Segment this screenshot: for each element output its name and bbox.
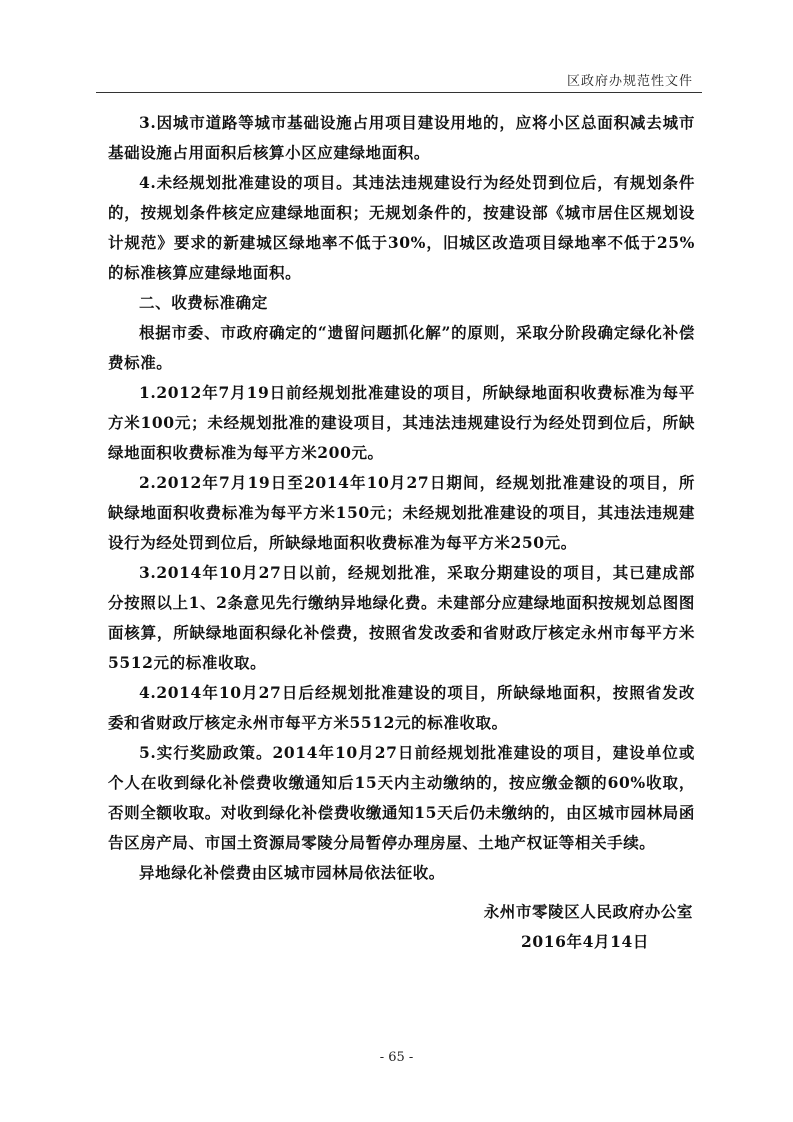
paragraph-fee-5-incentive: 5.实行奖励政策。2014年10月27日前经规划批准建设的项目，建设单位或个人在收到绿化补偿费收缴通知后15天内主动缴纳的，按应缴金额的60%收取，否则全额收取。对收到绿化补偿费收缴通知15天后仍未缴纳的，由区城市园林局函告区房产局、市国土资源局零陵分局暂停办理房屋、土地产权证等相关手续。 [108, 743, 695, 852]
section-heading-fee-standard: 二、收费标准确定 [139, 293, 268, 312]
issuing-office: 永州市零陵区人民政府办公室 [483, 902, 693, 921]
paragraph-fee-3: 3.2014年10月27日以前，经规划批准，采取分期建设的项目，其已建成部分按照以上1、2条意见先行缴纳异地绿化费。未建部分应建绿地面积按规划总图图面核算，所缺绿地面积绿化补偿费，按照省发改委和省财政厅核定永州市每平方米5512元的标准收取。 [108, 563, 695, 672]
paragraph-item-3-deduction: 3.因城市道路等城市基础设施占用项目建设用地的，应将小区总面积减去城市基础设施占用面积后核算小区应建绿地面积。 [108, 113, 695, 162]
issue-date: 2016年4月14日 [521, 932, 649, 951]
document-header-title: 区政府办规范性文件 [566, 74, 693, 89]
header-divider [96, 92, 702, 93]
signature-block [433, 897, 693, 957]
paragraph-fee-1: 1.2012年7月19日前经规划批准建设的项目，所缺绿地面积收费标准为每平方米100元；未经规划批准的建设项目，其违法违规建设行为经处罚到位后，所缺绿地面积收费标准为每平方米200元。 [108, 383, 695, 462]
paragraph-fee-2: 2.2012年7月19日至2014年10月27日期间，经规划批准建设的项目，所缺绿地面积收费标准为每平方米150元；未经规划批准建设的项目，其违法违规建设行为经处罚到位后，所缺绿地面积收费标准为每平方米250元。 [108, 473, 695, 552]
document-body [108, 108, 695, 888]
paragraph-fee-4: 4.2014年10月27日后经规划批准建设的项目，所缺绿地面积，按照省发改委和省财政厅核定永州市每平方米5512元的标准收取。 [108, 683, 695, 732]
page-number: - 65 - [379, 1050, 414, 1065]
paragraph-item-4-unapproved: 4.未经规划批准建设的项目。其违法违规建设行为经处罚到位后，有规划条件的，按规划条件核定应建绿地面积；无规划条件的，按建设部《城市居住区规划设计规范》要求的新建城区绿地率不低于30%，旧城区改造项目绿地率不低于25%的标准核算应建绿地面积。 [108, 173, 695, 282]
paragraph-collection: 异地绿化补偿费由区城市园林局依法征收。 [139, 863, 445, 882]
paragraph-principle: 根据市委、市政府确定的“遗留问题抓化解”的原则，采取分阶段确定绿化补偿费标准。 [108, 323, 695, 372]
